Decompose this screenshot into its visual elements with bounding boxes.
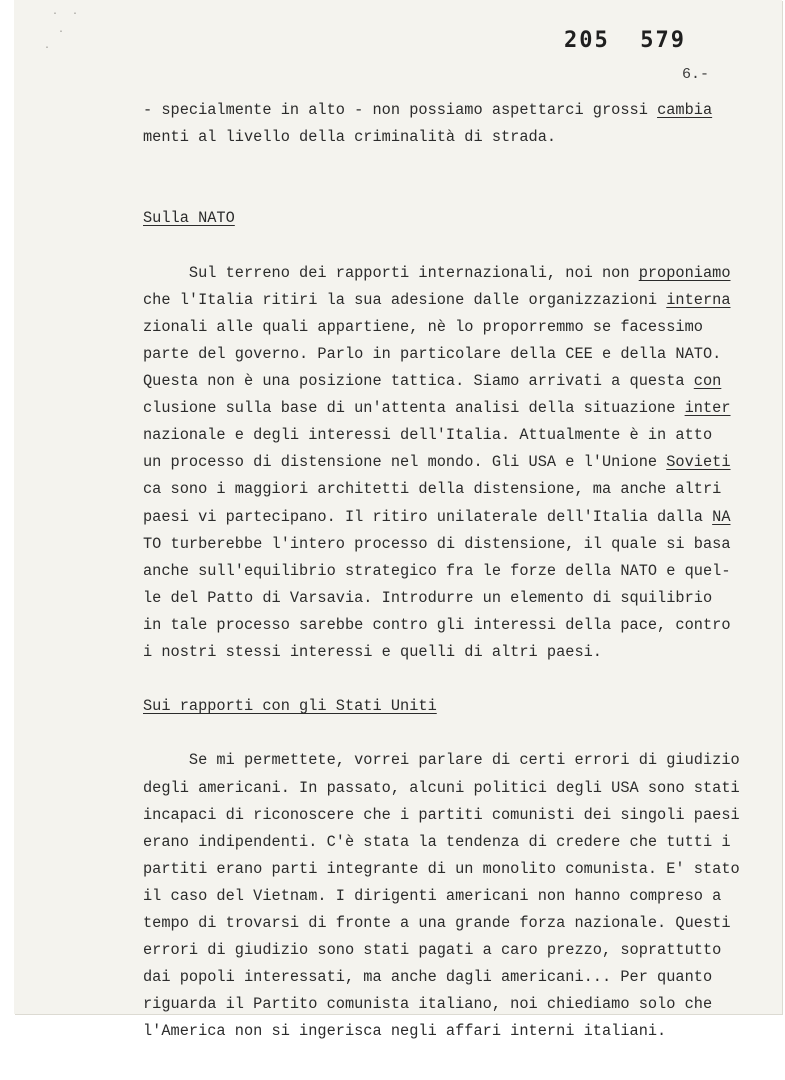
text-line: un processo di distensione nel mondo. Gli USA e l'Unione Sovieti [143, 453, 731, 471]
folio-number: 6.- [682, 66, 710, 83]
underlined-text: proponiamo [638, 264, 731, 282]
text-line: le del Patto di Varsavia. Introdurre un elemento di squilibrio [143, 589, 713, 607]
underlined-text: Sulla NATO [143, 209, 235, 227]
margin-speck: · [58, 27, 65, 38]
text-line: Questa non è una posizione tattica. Siamo arrivati a questa con [143, 372, 722, 390]
margin-speck: · [72, 9, 79, 20]
text-line: ca sono i maggiori architetti della distensione, ma anche altri [143, 480, 722, 498]
text-line: Se mi permettete, vorrei parlare di certi errori di giudizio [143, 751, 740, 769]
text-line: i nostri stessi interessi e quelli di altri paesi. [143, 643, 602, 661]
text-line: che l'Italia ritiri la sua adesione dalle organizzazioni interna [143, 291, 731, 309]
margin-speck: · [44, 43, 51, 54]
archive-page-number: 205 579 [564, 28, 686, 53]
underlined-text: con [693, 372, 722, 390]
text-line: il caso del Vietnam. I dirigenti americani non hanno compreso a [143, 887, 722, 905]
text-line: TO turberebbe l'intero processo di distensione, il quale si basa [143, 535, 731, 553]
text-line: paesi vi partecipano. Il ritiro unilaterale dell'Italia dalla NA [143, 508, 731, 526]
underlined-text: Sui rapporti con gli Stati Uniti [143, 697, 437, 715]
text-line: nazionale e degli interessi dell'Italia. Attualmente è in atto [143, 426, 713, 444]
text-line: erano indipendenti. C'è stata la tendenza di credere che tutti i [143, 833, 731, 851]
text-line: dai popoli interessati, ma anche dagli americani... Per quanto [143, 968, 713, 986]
text-line: partiti erano parti integrante di un monolito comunista. E' stato [143, 860, 740, 878]
underlined-text: Sovieti [666, 453, 731, 471]
text-line: l'America non si ingerisca negli affari interni italiani. [143, 1022, 667, 1040]
text-line: incapaci di riconoscere che i partiti comunisti dei singoli paesi [143, 806, 740, 824]
text-line: anche sull'equilibrio strategico fra le forze della NATO e quel- [143, 562, 731, 580]
text-line: zionali alle quali appartiene, nè lo proporremmo se facessimo [143, 318, 703, 336]
text-line: parte del governo. Parlo in particolare della CEE e della NATO. [143, 345, 722, 363]
text-line: clusione sulla base di un'attenta analisi della situazione inter [143, 399, 731, 417]
underlined-text: inter [684, 399, 731, 417]
underlined-text: NA [712, 508, 731, 526]
text-line: Sul terreno dei rapporti internazionali, noi non proponiamo [143, 264, 731, 282]
text-line: degli americani. In passato, alcuni politici degli USA sono stati [143, 779, 740, 797]
text-line: - specialmente in alto - non possiamo aspettarci grossi cambia [143, 101, 713, 119]
text-line: tempo di trovarsi di fronte a una grande forza nazionale. Questi [143, 914, 731, 932]
text-line: menti al livello della criminalità di strada. [143, 128, 557, 146]
text-line [143, 209, 235, 227]
text-line [143, 697, 437, 715]
text-line: in tale processo sarebbe contro gli interessi della pace, contro [143, 616, 731, 634]
underlined-text: cambia [657, 101, 713, 119]
text-line: errori di giudizio sono stati pagati a caro prezzo, soprattutto [143, 941, 722, 959]
margin-speck: . [52, 7, 59, 18]
underlined-text: interna [666, 291, 731, 309]
text-line: riguarda il Partito comunista italiano, noi chiediamo solo che [143, 995, 713, 1013]
